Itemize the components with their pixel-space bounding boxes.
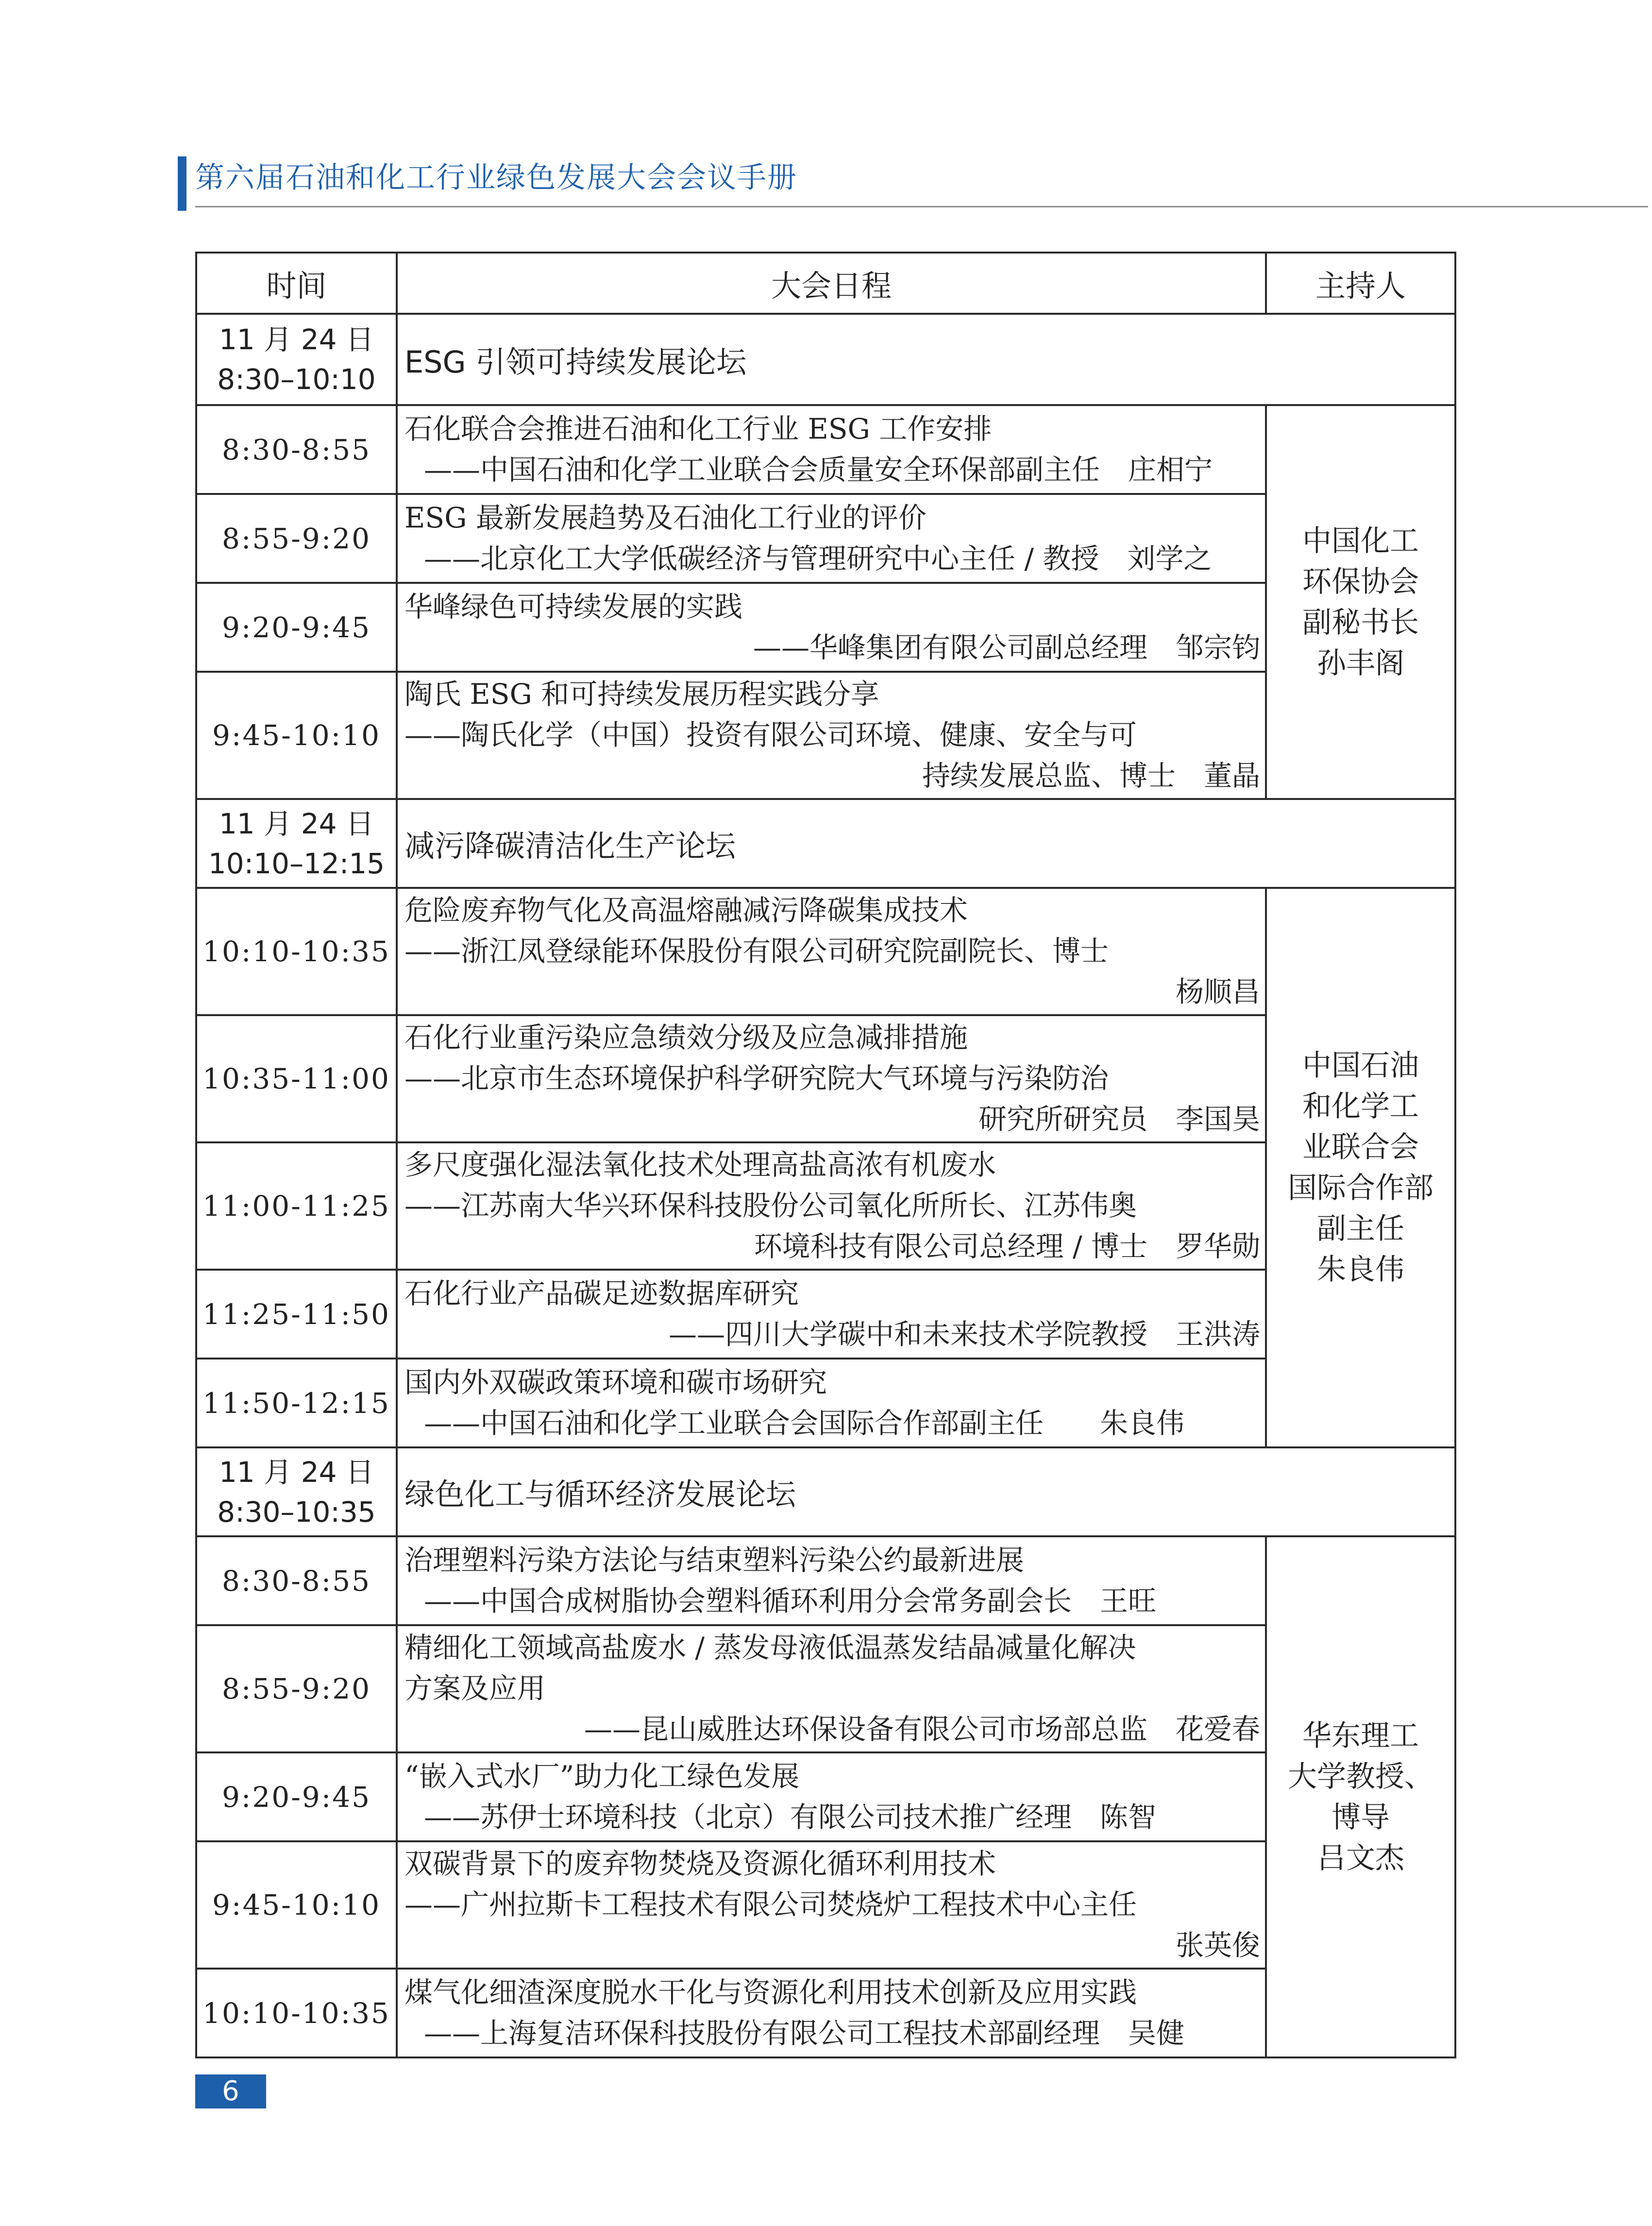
talk-title: 双碳背景下的废弃物焚烧及资源化循环利用技术 [405, 1847, 996, 1880]
talk-speaker: ——北京化工大学低碳经济与管理研究中心主任 / 教授 刘学之 [424, 542, 1212, 575]
talk-title: ESG 最新发展趋势及石油化工行业的评价 [405, 501, 927, 534]
talk-cell [397, 494, 1266, 583]
talk-speaker-cont: 杨顺昌 [1175, 975, 1260, 1008]
host-line: 副主任 [1317, 1212, 1404, 1246]
talk-speaker: ——中国石油和化学工业联合会国际合作部副主任 朱良伟 [424, 1406, 1185, 1440]
talk-cell [397, 1625, 1266, 1752]
schedule-table [195, 252, 1456, 2058]
session-date: 11 月 24 日 [219, 1455, 374, 1489]
session-date: 11 月 24 日 [219, 807, 374, 840]
talk-time: 9:20-9:45 [196, 583, 397, 672]
talk-speaker: ——昆山威胜达环保设备有限公司市场部总监 花爱春 [584, 1713, 1260, 1746]
talk-speaker: ——华峰集团有限公司副总经理 邹宗钧 [753, 630, 1260, 664]
talk-title: 石化行业重污染应急绩效分级及应急减排措施 [405, 1021, 968, 1054]
talk-time: 11:00-11:25 [196, 1142, 397, 1270]
talk-speaker: ——浙江凤登绿能环保股份有限公司研究院副院长、博士 [405, 935, 1109, 968]
host-line: 吕文杰 [1317, 1841, 1404, 1875]
talk-time: 8:55-9:20 [196, 1625, 397, 1752]
host-line: 业联合会 [1302, 1130, 1419, 1164]
host-line: 和化学工 [1302, 1089, 1419, 1123]
talk-cell [397, 1841, 1266, 1969]
host-line: 国际合作部 [1288, 1171, 1433, 1205]
talk-speaker-cont: 张英俊 [1175, 1929, 1260, 1962]
talk-speaker-cont: 持续发展总监、博士 董晶 [922, 759, 1260, 792]
talk-time: 9:20-9:45 [196, 1752, 397, 1841]
talk-speaker: ——陶氏化学（中国）投资有限公司环境、健康、安全与可 [405, 718, 1137, 751]
host-line: 中国化工 [1302, 524, 1419, 558]
talk-time: 8:30-8:55 [196, 1536, 397, 1625]
talk-title: 危险废弃物气化及高温熔融减污降碳集成技术 [405, 894, 968, 927]
talk-cell [397, 888, 1266, 1015]
session-row [196, 1447, 1455, 1536]
session-title: 绿色化工与循环经济发展论坛 [397, 1447, 1455, 1536]
session-time: 8:30–10:35 [217, 1495, 376, 1529]
host-line: 大学教授、 [1288, 1759, 1433, 1794]
talk-time: 10:35-11:00 [196, 1015, 397, 1142]
talk-cell [397, 1536, 1266, 1625]
host-line: 朱良伟 [1317, 1253, 1404, 1287]
talk-speaker: ——苏伊士环境科技（北京）有限公司技术推广经理 陈智 [424, 1800, 1157, 1834]
talk-cell [397, 1752, 1266, 1841]
talk-speaker: ——北京市生态环境保护科学研究院大气环境与污染防治 [405, 1062, 1109, 1095]
page-header-title: 第六届石油和化工行业绿色发展大会会议手册 [195, 161, 797, 195]
talk-time: 9:45-10:10 [196, 672, 397, 799]
col-header-agenda: 大会日程 [397, 253, 1266, 314]
session-datetime [196, 1447, 397, 1536]
talk-title: 陶氏 ESG 和可持续发展历程实践分享 [405, 678, 879, 711]
session-date: 11 月 24 日 [219, 323, 374, 356]
session-title: ESG 引领可持续发展论坛 [397, 314, 1455, 405]
talk-title: 华峰绿色可持续发展的实践 [405, 590, 743, 623]
talk-cell [397, 1969, 1266, 2057]
host-line: 华东理工 [1302, 1718, 1419, 1753]
table-row [196, 405, 1455, 494]
table-row [196, 1536, 1455, 1625]
talk-speaker: ——中国石油和化学工业联合会质量安全环保部副主任 庄相宁 [424, 453, 1213, 486]
session-host [1266, 888, 1455, 1447]
table-header-row [196, 253, 1455, 314]
talk-time: 10:10-10:35 [196, 1969, 397, 2057]
talk-cell [397, 405, 1266, 494]
talk-time: 8:30-8:55 [196, 405, 397, 494]
talk-cell [397, 583, 1266, 672]
session-title: 减污降碳清洁化生产论坛 [397, 799, 1455, 888]
talk-time: 11:25-11:50 [196, 1270, 397, 1359]
host-line: 博导 [1332, 1800, 1390, 1835]
talk-time: 10:10-10:35 [196, 888, 397, 1015]
header-accent-bar [178, 156, 186, 211]
table-row [196, 888, 1455, 1015]
talk-speaker: ——江苏南大华兴环保科技股份公司氧化所所长、江苏伟奥 [405, 1189, 1137, 1222]
talk-speaker-cont: 环境科技有限公司总经理 / 博士 罗华勋 [754, 1230, 1260, 1263]
session-row [196, 799, 1455, 888]
talk-time: 9:45-10:10 [196, 1841, 397, 1969]
talk-speaker: ——广州拉斯卡工程技术有限公司焚烧炉工程技术中心主任 [405, 1888, 1137, 1921]
header-divider [195, 206, 1648, 207]
talk-cell [397, 672, 1266, 799]
session-time: 8:30–10:10 [217, 363, 376, 396]
talk-cell [397, 1359, 1266, 1447]
host-line: 副秘书长 [1302, 605, 1419, 640]
session-row [196, 314, 1455, 405]
talk-title: 煤气化细渣深度脱水干化与资源化利用技术创新及应用实践 [405, 1975, 1137, 2009]
host-line: 孙丰阁 [1317, 646, 1404, 680]
talk-title: 国内外双碳政策环境和碳市场研究 [405, 1365, 827, 1399]
talk-time: 8:55-9:20 [196, 494, 397, 583]
talk-speaker: ——中国合成树脂协会塑料循环利用分会常务副会长 王旺 [424, 1584, 1157, 1617]
session-host [1266, 405, 1455, 799]
talk-cell [397, 1015, 1266, 1142]
talk-title: 精细化工领域高盐废水 / 蒸发母液低温蒸发结晶减量化解决 [405, 1631, 1136, 1664]
talk-cell [397, 1142, 1266, 1270]
talk-title: 多尺度强化湿法氧化技术处理高盐高浓有机废水 [405, 1148, 996, 1181]
talk-speaker-cont: 研究所研究员 李国昊 [978, 1103, 1260, 1136]
col-header-host: 主持人 [1266, 253, 1455, 314]
talk-time: 11:50-12:15 [196, 1359, 397, 1447]
talk-cell [397, 1270, 1266, 1359]
talk-title: 治理塑料污染方法论与结束塑料污染公约最新进展 [405, 1543, 1025, 1577]
talk-title: 石化联合会推进石油和化工行业 ESG 工作安排 [405, 412, 992, 445]
session-datetime [196, 314, 397, 405]
host-line: 中国石油 [1302, 1049, 1419, 1083]
talk-title-cont: 方案及应用 [405, 1672, 546, 1705]
session-time: 10:10–12:15 [208, 847, 385, 880]
page-number: 6 [222, 2075, 239, 2107]
host-line: 环保协会 [1302, 564, 1419, 599]
col-header-time: 时间 [196, 253, 397, 314]
session-host [1266, 1536, 1455, 2057]
talk-title: 石化行业产品碳足迹数据库研究 [405, 1276, 799, 1310]
talk-speaker: ——四川大学碳中和未来技术学院教授 王洪涛 [668, 1317, 1260, 1351]
session-datetime [196, 799, 397, 888]
talk-speaker: ——上海复洁环保科技股份有限公司工程技术部副经理 吴健 [424, 2016, 1185, 2050]
talk-title: “嵌入式水厂”助力化工绿色发展 [405, 1759, 800, 1793]
